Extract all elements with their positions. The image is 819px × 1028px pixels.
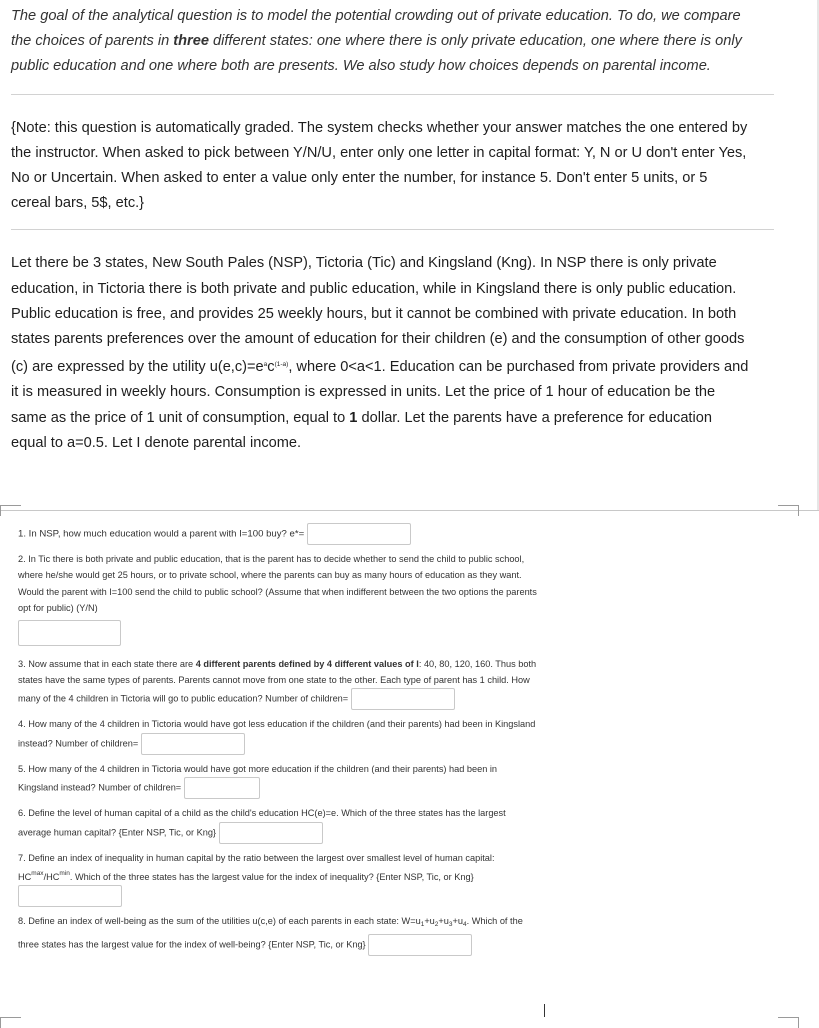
plus-u: +u bbox=[438, 916, 449, 927]
question-1 bbox=[18, 523, 538, 545]
question-7-text-b: . Which of the three states has the largest value for the index of inequality? {Enter NSP, Tic, or Kng} bbox=[69, 872, 474, 883]
answer-input-6[interactable] bbox=[219, 822, 323, 844]
answer-input-7[interactable] bbox=[18, 885, 122, 907]
setup-paragraph bbox=[0, 230, 819, 467]
intro-text-1: The goal of the analytical question is to model the potential crowding out of private education. To do, we compare the choices of parents in bbox=[11, 8, 741, 50]
question-3 bbox=[18, 656, 538, 711]
plus-u: +u bbox=[424, 916, 435, 927]
question-7-text-a: 7. Define an index of inequality in human capital by the ratio between the largest over smallest level of human capital: HC bbox=[18, 852, 495, 883]
question-7-mid: /HC bbox=[43, 872, 60, 883]
intro-paragraph bbox=[0, 0, 819, 80]
sub-3: 3 bbox=[448, 921, 453, 929]
exponent-1-a: (1-a) bbox=[274, 361, 289, 369]
questions-panel bbox=[0, 510, 819, 1025]
question-content bbox=[0, 0, 819, 467]
answer-input-5[interactable] bbox=[184, 777, 260, 799]
setup-c: c bbox=[267, 359, 275, 376]
setup-text-3: dollar. Let the parents have a preference for education equal to a=0.5. Let I denote parental income. bbox=[11, 409, 712, 451]
question-6 bbox=[18, 805, 538, 843]
hc-max-superscript: max bbox=[31, 870, 44, 878]
sub-4: 4 bbox=[463, 921, 467, 929]
question-1-text: 1. In NSP, how much education would a parent with I=100 buy? e*= bbox=[18, 528, 305, 540]
answer-input-1[interactable] bbox=[307, 523, 411, 545]
answer-input-8[interactable] bbox=[368, 934, 472, 956]
question-7 bbox=[18, 850, 538, 908]
question-4-text: 4. How many of the 4 children in Tictoria would have got less education if the children (and their parents) had been in Kingsland instead? Number of children= bbox=[18, 719, 536, 749]
question-3-text-b: : 40, 80, 120, 160. Thus both states have the same types of parents. Parents cannot move from one state to the other. Each type of parent has 1 child. How many of the 4 children in Tictoria will go to public education? Number of children= bbox=[18, 658, 537, 704]
hc-min-superscript: min bbox=[59, 870, 70, 878]
question-2 bbox=[18, 551, 538, 646]
question-2-text: 2. In Tic there is both private and public education, that is the parent has to decide whether to send the child to public school, where he/she would get 25 hours, or to private school, where the parents can buy as many hours of education as they want. Would the parent with I=100 send the child to public school? (Assume that when indifferent between the two options the parents opt for public) (Y/N) bbox=[18, 554, 537, 614]
panel-corner-left bbox=[0, 505, 21, 516]
intro-text-2: different states: one where there is only private education, one where there is only public education and one where both are presents. We also study how choices depends on parental income. bbox=[11, 33, 742, 75]
question-8-text-a: 8. Define an index of well-being as the sum of the utilities u(c,e) of each parents in each state: W=u bbox=[18, 916, 421, 927]
panel-corner-left-bottom bbox=[0, 1017, 21, 1028]
question-8-text-b: . Which of the three states has the largest value for the index of well-being? {Enter NSP, Tic, or Kng} bbox=[18, 916, 523, 950]
exponent-a: a bbox=[263, 361, 268, 369]
question-6-text: 6. Define the level of human capital of a child as the child's education HC(e)=e. Which of the three states has the largest average human capital? {Enter NSP, Tic, or Kng} bbox=[18, 808, 506, 838]
panel-corner-right-bottom bbox=[778, 1017, 799, 1028]
setup-text-2: , where 0<a<1. Education can be purchased from private providers and it is measured in weekly hours. Consumption is expressed in units. Let the price of 1 hour of education be the same as the price of 1 unit of consumption, equal to bbox=[11, 359, 749, 426]
plus-u: +u bbox=[452, 916, 464, 927]
answer-input-4[interactable] bbox=[141, 733, 245, 755]
questions-list bbox=[18, 523, 538, 962]
panel-corner-right bbox=[778, 505, 799, 516]
setup-text-1: Let there be 3 states, New South Pales (NSP), Tictoria (Tic) and Kingsland (Kng). In NSP there is only private education, in Tictoria there is both private and public education, while in Kingsland there is only public education. Public education is free, and provides 25 weekly hours, but it cannot be combined with private education. In both states parents preferences over the amount of education for their children (e) and the consumption of other goods (c) are expressed by the utility u(e,c)=e bbox=[11, 255, 745, 376]
intro-bold: three bbox=[173, 33, 209, 50]
question-3-text-a: 3. Now assume that in each state there are bbox=[18, 658, 196, 669]
sub-2: 2 bbox=[434, 921, 439, 929]
sub-1: 1 bbox=[420, 921, 425, 929]
question-5-text: 5. How many of the 4 children in Tictoria would have got more education if the children (and their parents) had been in Kingsland instead? Number of children= bbox=[18, 763, 498, 793]
answer-input-3[interactable] bbox=[351, 688, 455, 710]
price-bold: 1 bbox=[349, 409, 358, 426]
answer-input-2[interactable] bbox=[18, 620, 121, 646]
question-3-bold: 4 different parents defined by 4 different values of I bbox=[195, 658, 419, 669]
note-paragraph: {Note: this question is automatically graded. The system checks whether your answer matches the one entered by the instructor. When asked to pick between Y/N/U, enter only one letter in capital format: Y, N or U don't enter Yes, No or Uncertain. When asked to enter a value only enter the number, for instance 5. Don't enter 5 units, or 5 cereal bars, 5$, etc.} bbox=[11, 119, 748, 212]
question-5 bbox=[18, 761, 538, 799]
text-cursor bbox=[544, 1004, 545, 1017]
question-4 bbox=[18, 716, 538, 754]
question-8 bbox=[18, 913, 538, 955]
